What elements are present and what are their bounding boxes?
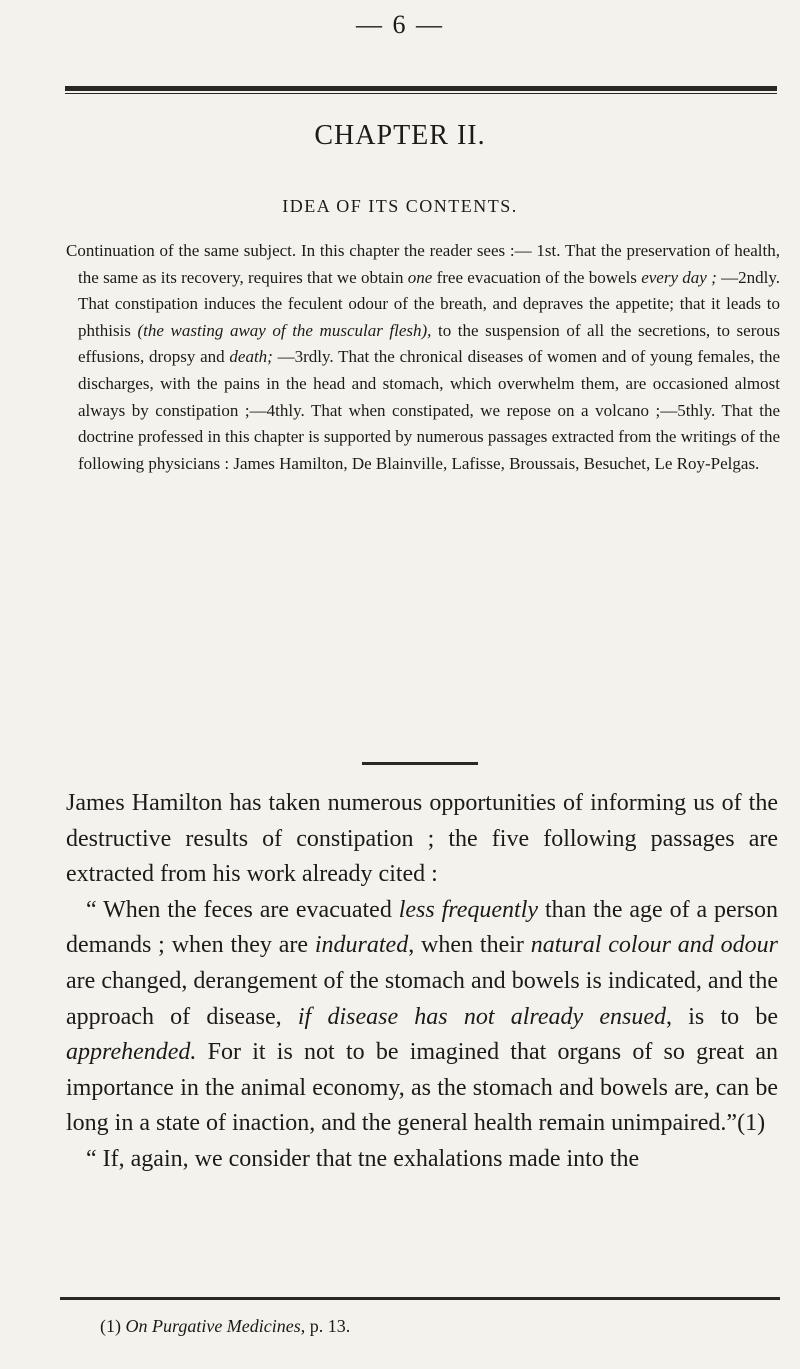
chapter-title: CHAPTER II. — [314, 120, 486, 151]
chapter-summary — [66, 238, 780, 477]
footnote-rule — [60, 1297, 780, 1300]
summary-emphasis: (the wasting away of the muscular flesh), — [137, 320, 432, 340]
footnote-text: , p. 13. — [300, 1316, 351, 1336]
summary-text: Continuation of the same subject. In this chapter the reader sees :— 1st. That the preservation of health, the same as its recovery, requires that we obtain — [66, 241, 780, 287]
quote-text: , is to be — [666, 1003, 779, 1030]
summary-emphasis: every day ; — [641, 267, 717, 287]
top-rule — [65, 86, 777, 91]
summary-emphasis: death; — [229, 347, 273, 367]
footnote-mark: (1) — [100, 1316, 126, 1336]
section-divider — [362, 762, 478, 765]
quote-emphasis: apprehended. — [66, 1039, 197, 1066]
quote-emphasis: natural colour and odour — [530, 932, 778, 959]
footnote-title: On Purgative Medicines — [125, 1316, 301, 1336]
quote-text: “ When the feces are evacuated — [86, 896, 399, 923]
page-number: — 6 — — [356, 10, 444, 39]
summary-text: —2ndly. That constipation induces the feculent odour of the breath, and depraves the appetite; that it leads to phthisis — [78, 267, 780, 340]
footnote — [100, 1316, 760, 1337]
quote-text: For it is not to be imagined that organs of so great an importance in the animal economy, as the stomach and bowels are, can be long in a state of inaction, and the general health remain unimpaired.”(1) — [66, 1039, 778, 1137]
contents-heading: IDEA OF ITS CONTENTS. — [282, 196, 518, 216]
summary-text: —3rdly. That the chronical diseases of women and of young females, the discharges, with the pains in the head and stomach, which overwhelm them, are occasioned almost always by constipation ;—4thly. That when constipated, we repose on a volcano ;—5thly. That the doctrine professed in this chapter is supported by numerous passages extracted from the writings of the following physicians : James Hamilton, De Blainville, Lafisse, Broussais, Besuchet, Le Roy-Pelgas. — [78, 347, 780, 473]
summary-emphasis: one — [407, 267, 433, 287]
quote-text: than the age of a person demands ; when they are — [66, 896, 778, 959]
quote-emphasis: less frequently — [398, 896, 539, 923]
quote-emphasis: if disease has not already ensued — [297, 1003, 667, 1030]
quote-paragraph — [66, 893, 778, 1142]
body-text — [66, 786, 778, 1178]
quote-paragraph: “ If, again, we consider that tne exhalations made into the — [86, 1145, 640, 1172]
summary-paragraph — [66, 238, 780, 477]
summary-text: free evacuation of the bowels — [432, 267, 642, 287]
body-paragraph: James Hamilton has taken numerous opportunities of informing us of the destructive results of constipation ; the five following passages are extracted from his work already cited : — [66, 790, 778, 888]
summary-text: to the suspension of all the secretions, to serous effusions, dropsy and — [78, 320, 780, 367]
quote-emphasis: indurated — [314, 932, 409, 959]
quote-text: , when their — [408, 932, 531, 959]
quote-text: are changed, derangement of the stomach and bowels is indicated, and the approach of disease, — [66, 967, 778, 1030]
